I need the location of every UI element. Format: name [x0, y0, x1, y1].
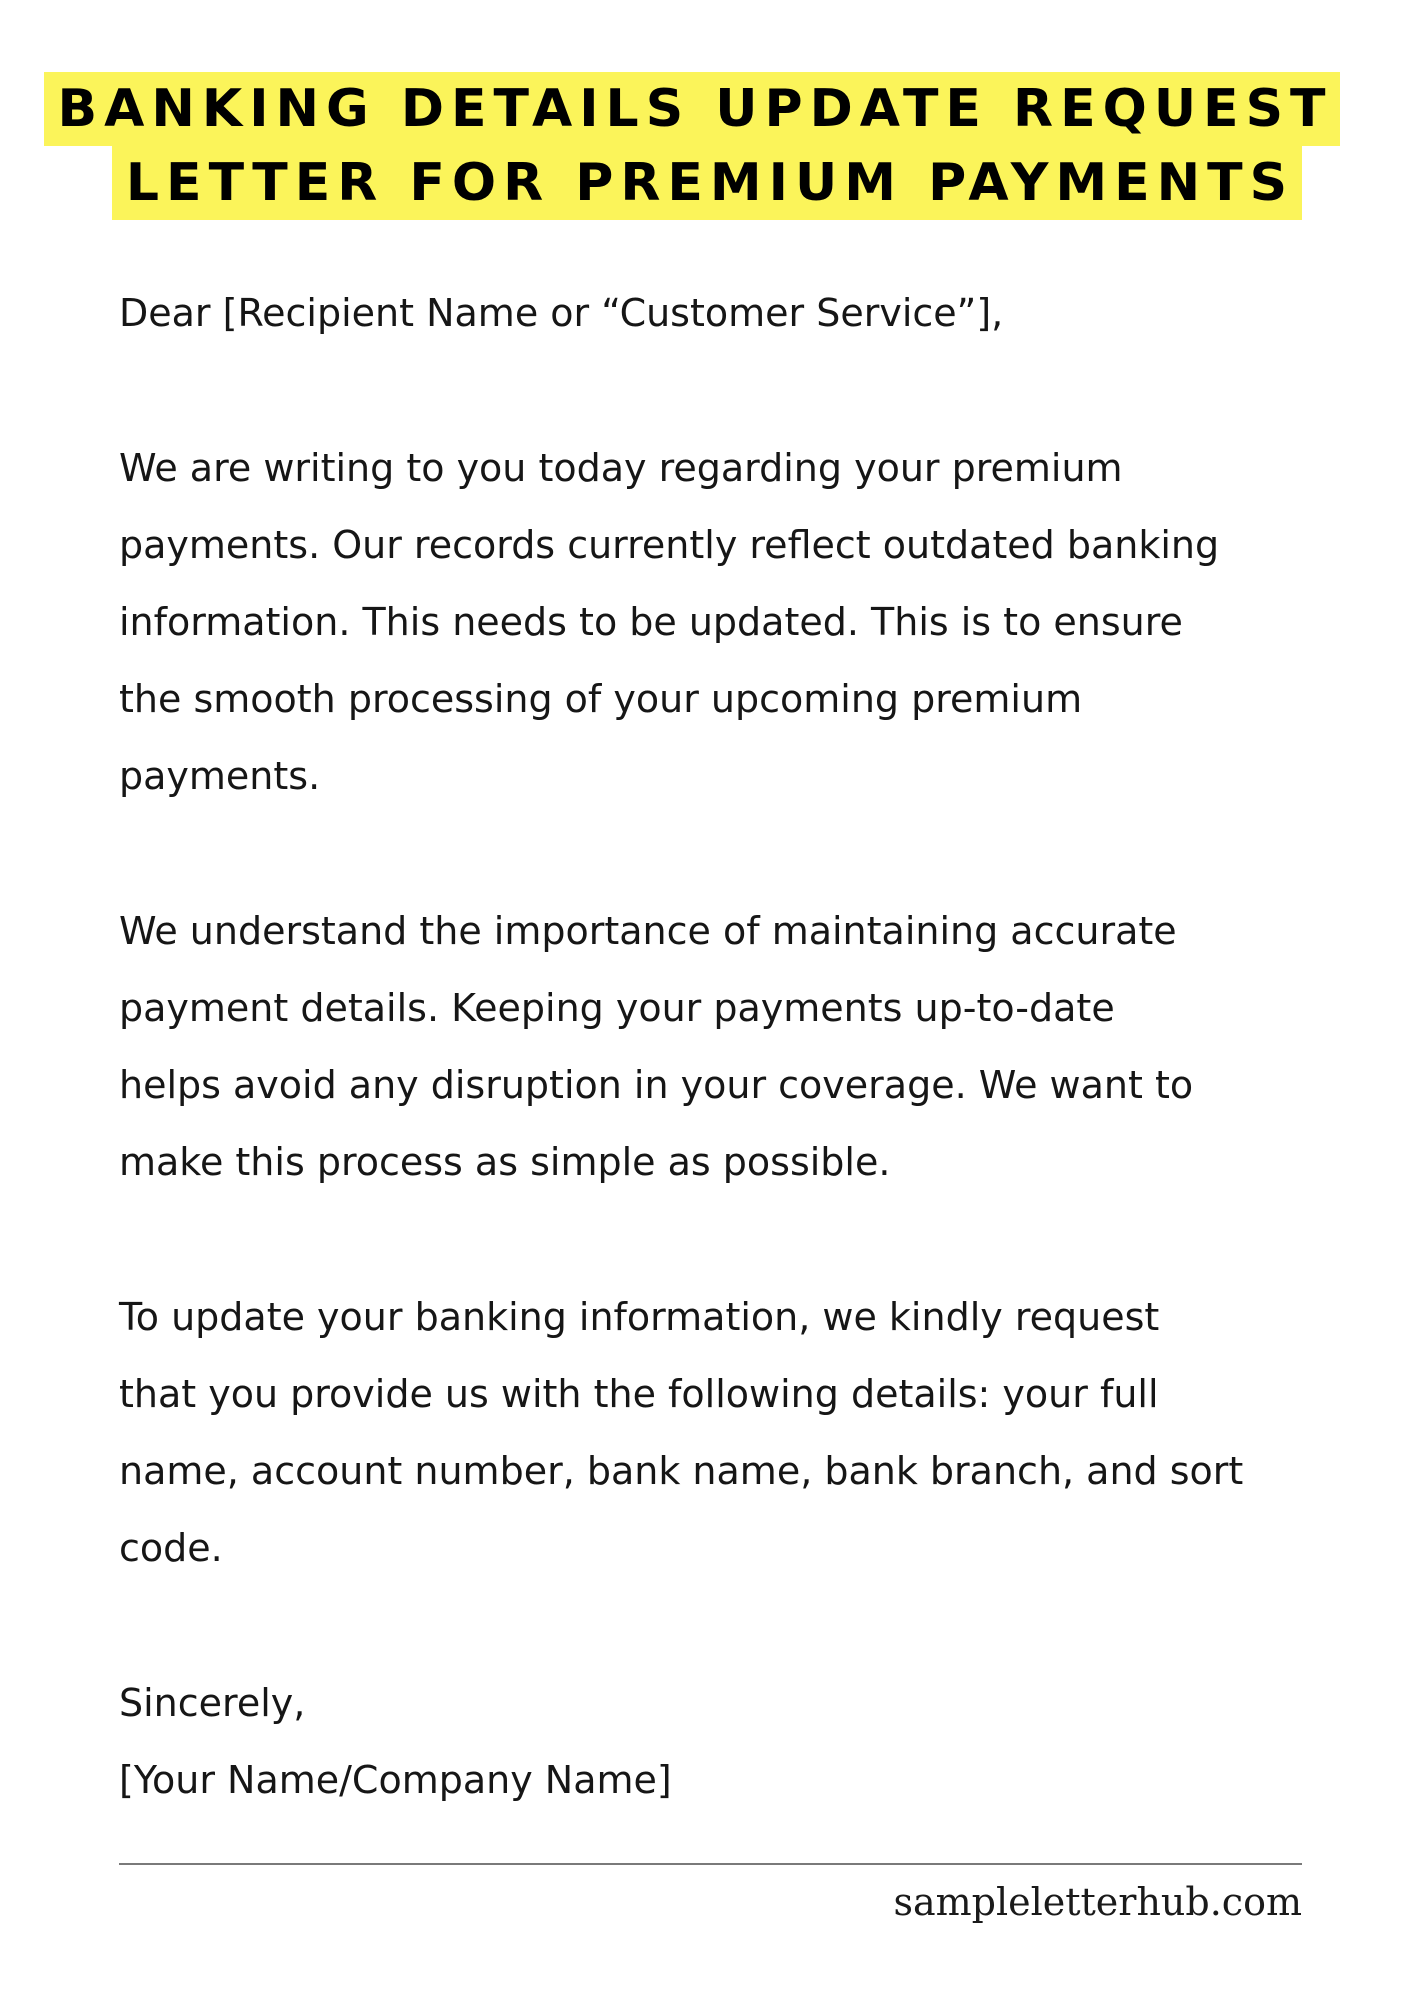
- paragraph-1-line: payments.: [119, 754, 321, 798]
- footer-website: sampleletterhub.com: [893, 1880, 1302, 1924]
- paragraph-3-line: name, account number, bank name, bank branch, and sort: [119, 1449, 1244, 1493]
- paragraph-3-line: To update your banking information, we kindly request: [119, 1295, 1160, 1339]
- paragraph-1-line: information. This needs to be updated. This is to ensure: [119, 600, 1183, 644]
- title-line-1: BANKING DETAILS UPDATE REQUEST: [44, 72, 1341, 146]
- footer-divider: [119, 1863, 1302, 1865]
- paragraph-2-line: make this process as simple as possible.: [119, 1140, 891, 1184]
- letter-title: [0, 72, 1414, 220]
- paragraph-1-line: We are writing to you today regarding your premium: [119, 446, 1123, 490]
- paragraph-1-line: payments. Our records currently reflect outdated banking: [119, 523, 1220, 567]
- paragraph-3-line: code.: [119, 1526, 223, 1570]
- paragraph-1-line: the smooth processing of your upcoming premium: [119, 677, 1083, 721]
- closing: Sincerely,: [119, 1681, 306, 1725]
- paragraph-2-line: payment details. Keeping your payments up-to-date: [119, 986, 1115, 1030]
- paragraph-1: [119, 430, 1369, 815]
- title-line-2: LETTER FOR PREMIUM PAYMENTS: [112, 146, 1302, 220]
- paragraph-3-line: that you provide us with the following details: your full: [119, 1372, 1159, 1416]
- salutation: Dear [Recipient Name or “Customer Service”],: [119, 291, 1004, 335]
- paragraph-3: [119, 1279, 1369, 1587]
- signature-placeholder: [Your Name/Company Name]: [119, 1758, 672, 1802]
- paragraph-2: [119, 893, 1369, 1201]
- paragraph-2-line: We understand the importance of maintaining accurate: [119, 909, 1177, 953]
- paragraph-2-line: helps avoid any disruption in your coverage. We want to: [119, 1063, 1194, 1107]
